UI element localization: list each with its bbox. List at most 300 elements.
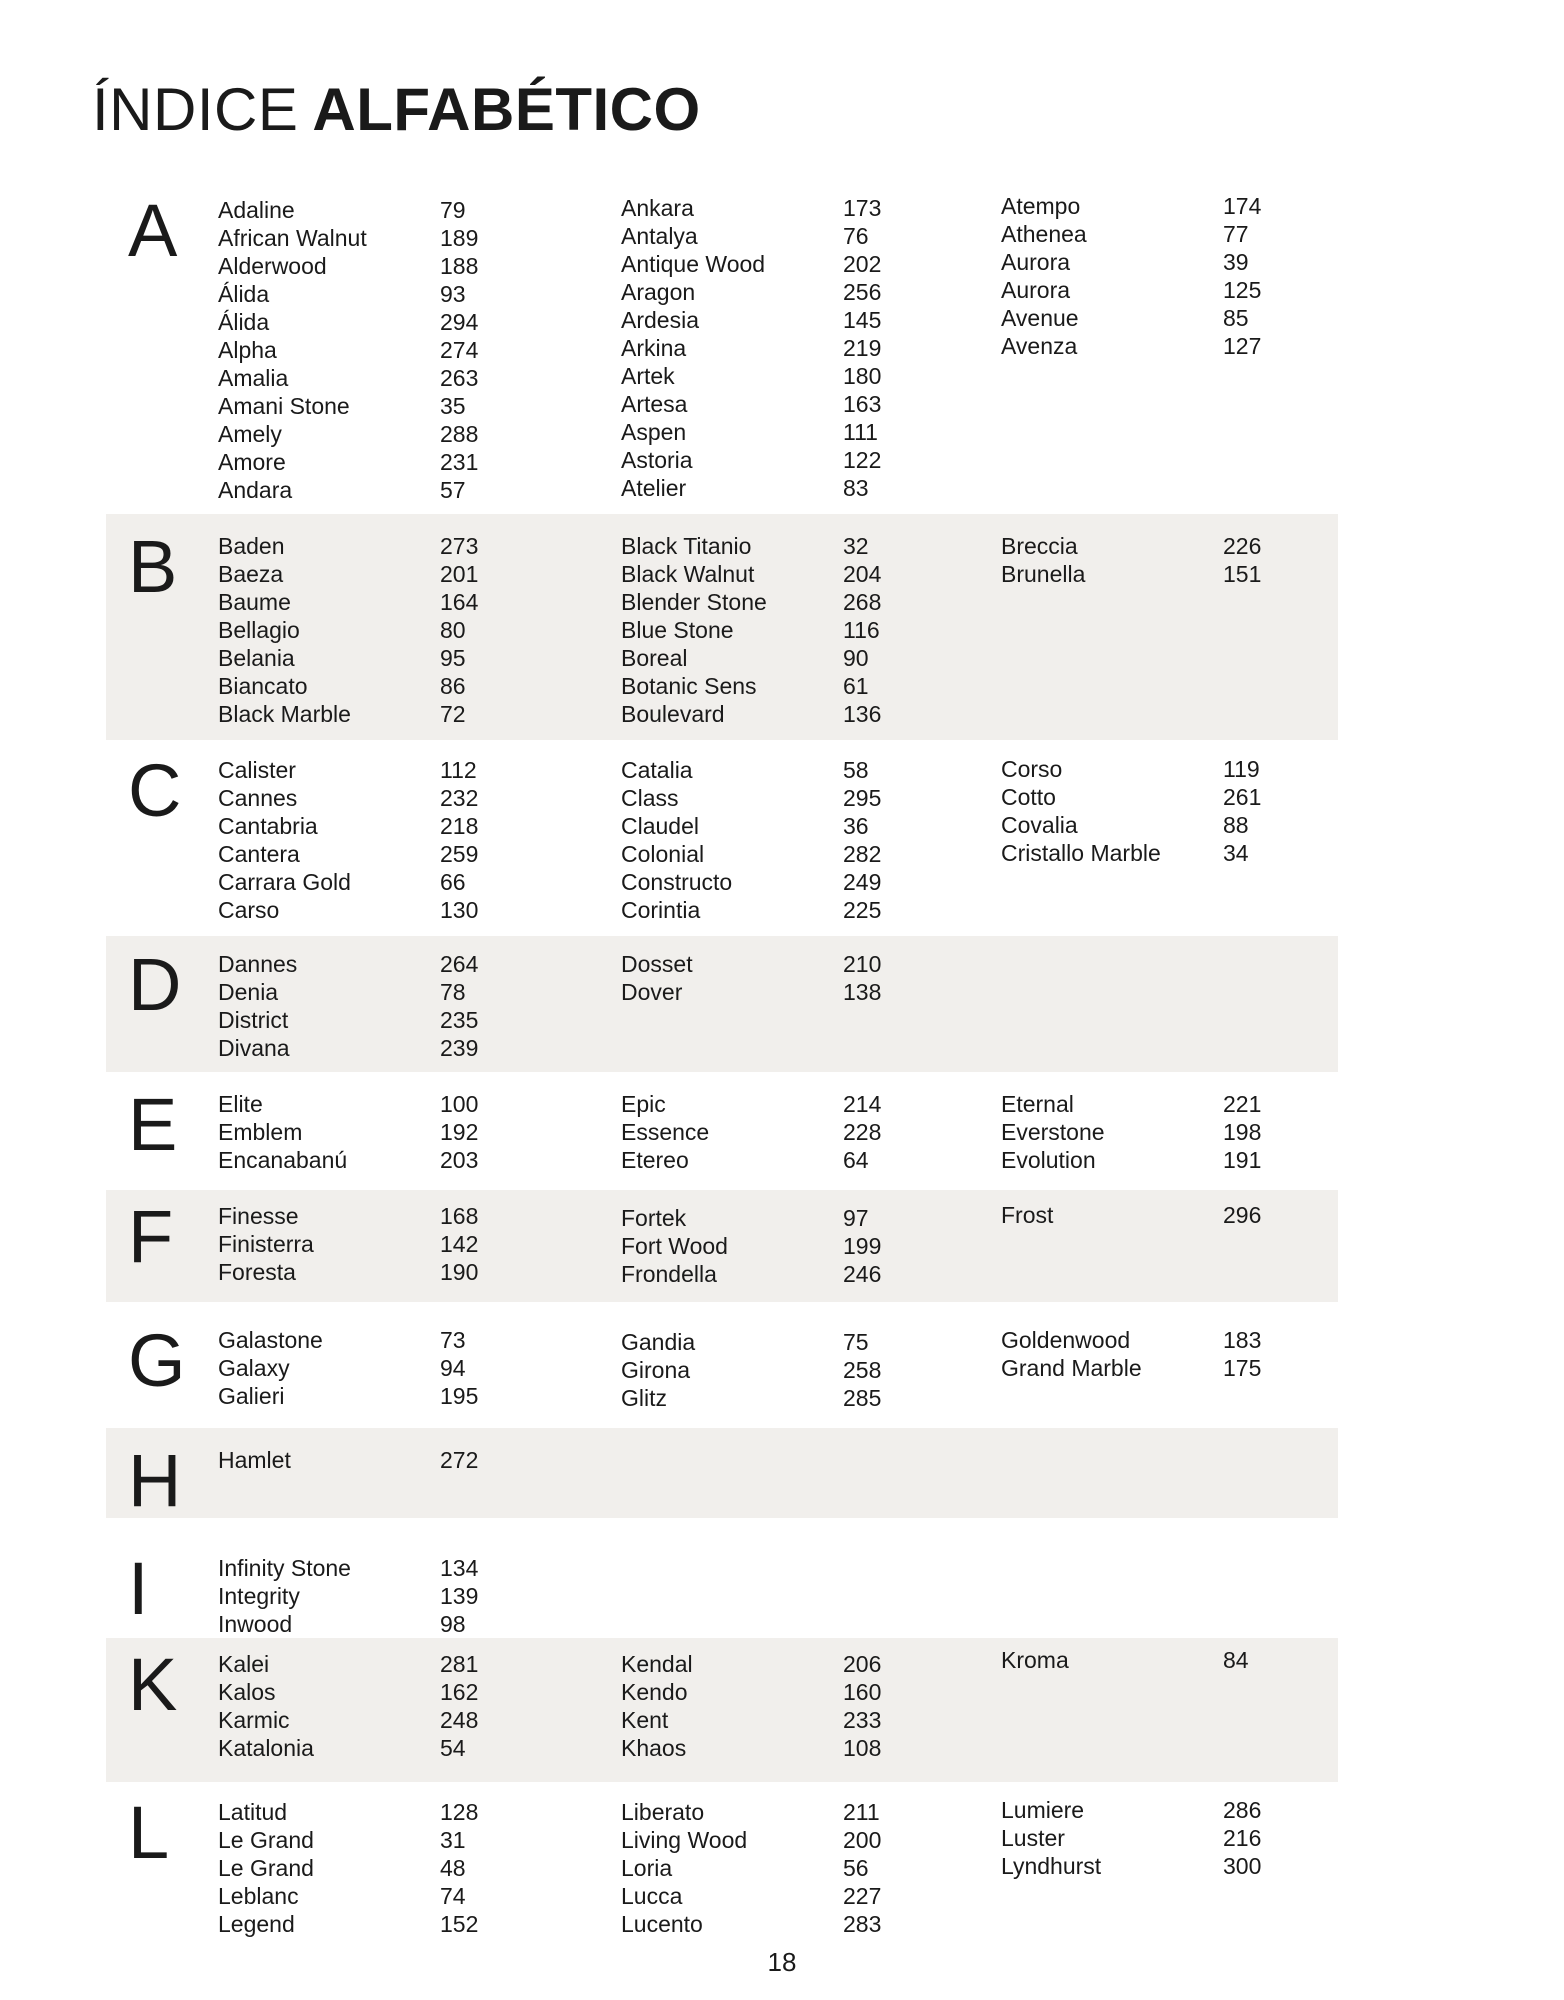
entry-page: 134 [440,1555,479,1581]
entry-name: Black Titanio [621,533,752,559]
index-entry [218,812,621,840]
index-entry [218,868,621,896]
index-section-a [106,184,1338,514]
entry-name: Girona [621,1357,691,1383]
entry-page: 56 [843,1855,869,1881]
entry-page: 83 [843,475,869,501]
index-entry [218,1650,621,1678]
index-column [1001,1638,1404,1674]
entry-name: Alpha [218,337,277,363]
entry-page: 61 [843,673,869,699]
entry-name: Ardesia [621,307,699,333]
index-column [1001,514,1404,588]
index-entry [1001,783,1404,811]
index-entry [621,1910,1001,1938]
index-entry [218,476,621,504]
entry-page: 226 [1223,533,1262,559]
title-bold: ALFABÉTICO [312,76,701,143]
index-column [218,740,621,924]
index-entry [1001,1824,1404,1852]
index-entry [621,1826,1001,1854]
entry-page: 249 [843,869,882,895]
entry-page: 84 [1223,1647,1249,1673]
entry-page: 173 [843,195,882,221]
entry-name: Dover [621,979,683,1005]
index-entry [218,1258,621,1286]
entry-page: 239 [440,1035,479,1061]
entry-page: 296 [1223,1202,1262,1228]
index-column [1001,1428,1404,1446]
index-entry [621,1204,1001,1232]
index-entry [218,700,621,728]
entry-page: 210 [843,951,882,977]
entry-name: Álida [218,281,270,307]
title-light: ÍNDICE [92,76,299,143]
entry-page: 214 [843,1091,882,1117]
entry-name: Hamlet [218,1447,291,1473]
entry-name: Class [621,785,679,811]
entry-name: Blender Stone [621,589,767,615]
index-entry [218,950,621,978]
index-section-c [106,740,1338,936]
entry-page: 151 [1223,561,1262,587]
entry-page: 100 [440,1091,479,1117]
index-entry [1001,1201,1404,1229]
index-entry [621,1146,1001,1174]
section-letter: H [128,1439,182,1522]
entry-page: 145 [843,307,882,333]
entry-page: 98 [440,1611,466,1637]
entry-name: African Walnut [218,225,367,251]
index-entry [621,950,1001,978]
index-entry [218,1826,621,1854]
index-entry [1001,1852,1404,1880]
index-entry [621,1798,1001,1826]
entry-name: Finesse [218,1203,299,1229]
index-entry [1001,755,1404,783]
entry-name: Carrara Gold [218,869,351,895]
entry-name: Gandia [621,1329,696,1355]
index-column [1001,184,1404,360]
entry-name: Loria [621,1855,673,1881]
index-entry [218,1034,621,1062]
entry-name: Finisterra [218,1231,314,1257]
index-entry [218,784,621,812]
entry-page: 273 [440,533,479,559]
index-entry [1001,1326,1404,1354]
index-entry [621,1356,1001,1384]
entry-name: Etereo [621,1147,689,1173]
entry-page: 77 [1223,221,1249,247]
entry-name: Fortek [621,1205,687,1231]
entry-name: Amely [218,421,282,447]
entry-name: Integrity [218,1583,300,1609]
entry-name: Emblem [218,1119,303,1145]
entry-name: Artek [621,363,675,389]
entry-name: Goldenwood [1001,1327,1131,1353]
entry-page: 285 [843,1385,882,1411]
index-column [621,740,1001,924]
entry-name: Evolution [1001,1147,1096,1173]
entry-name: Lyndhurst [1001,1853,1102,1879]
index-entry [621,474,1001,502]
entry-page: 198 [1223,1119,1262,1145]
entry-name: Arkina [621,335,687,361]
index-entry [218,616,621,644]
entry-name: Baeza [218,561,284,587]
entry-name: Foresta [218,1259,296,1285]
entry-name: Colonial [621,841,705,867]
index-entry [1001,1118,1404,1146]
index-entry [218,896,621,924]
entry-page: 259 [440,841,479,867]
entry-page: 199 [843,1233,882,1259]
index-entry [218,336,621,364]
index-entry [218,560,621,588]
index-section-k [106,1638,1338,1782]
entry-name: Inwood [218,1611,293,1637]
index-column [1001,1302,1404,1382]
entry-page: 64 [843,1147,869,1173]
entry-name: Álida [218,309,270,335]
index-entry [1001,839,1404,867]
entry-name: Cotto [1001,784,1056,810]
index-section-i [106,1518,1338,1638]
entry-name: Epic [621,1091,666,1117]
index-entry [218,224,621,252]
index-entry [218,1554,621,1582]
entry-page: 66 [440,869,466,895]
entry-name: Black Walnut [621,561,755,587]
index-entry [1001,1146,1404,1174]
entry-page: 246 [843,1261,882,1287]
entry-page: 281 [440,1651,479,1677]
index-entry [621,250,1001,278]
entry-page: 112 [440,757,477,783]
index-section-h [106,1428,1338,1522]
entry-page: 192 [440,1119,479,1145]
entry-name: Andara [218,477,293,503]
index-column [218,184,621,504]
entry-name: Katalonia [218,1735,314,1761]
index-column [218,936,621,1062]
entry-name: Amore [218,449,286,475]
entry-page: 189 [440,225,479,251]
entry-page: 164 [440,589,479,615]
entry-name: Antique Wood [621,251,766,277]
entry-page: 116 [843,617,880,643]
entry-page: 225 [843,897,882,923]
index-entry [218,588,621,616]
page-title [92,72,701,148]
entry-page: 108 [843,1735,882,1761]
entry-name: Athenea [1001,221,1087,247]
index-entry [621,1384,1001,1412]
section-letter: B [128,525,178,608]
entry-page: 235 [440,1007,479,1033]
index-entry [1001,1646,1404,1674]
entry-page: 128 [440,1799,479,1825]
entry-name: Latitud [218,1799,288,1825]
entry-page: 183 [1223,1327,1262,1353]
index-section-l [106,1782,1338,1942]
entry-page: 188 [440,253,479,279]
index-entry [218,1326,621,1354]
entry-page: 97 [843,1205,869,1231]
index-entry [621,1882,1001,1910]
index-entry [218,1146,621,1174]
entry-name: Luster [1001,1825,1065,1851]
entry-page: 201 [440,561,479,587]
section-letter: K [128,1643,178,1726]
index-entry [218,448,621,476]
index-entry [621,812,1001,840]
index-entry [1001,304,1404,332]
index-entry [218,1854,621,1882]
entry-name: Black Marble [218,701,351,727]
entry-page: 231 [440,449,479,475]
entry-page: 283 [843,1911,882,1937]
index-entry [621,1854,1001,1882]
entry-page: 295 [843,785,882,811]
entry-name: Catalia [621,757,693,783]
entry-page: 175 [1223,1355,1262,1381]
entry-page: 263 [440,365,479,391]
index-entry [621,418,1001,446]
index-entry [621,672,1001,700]
entry-name: Blue Stone [621,617,734,643]
entry-name: Infinity Stone [218,1555,351,1581]
index-column [621,1072,1001,1174]
section-letter: E [128,1083,178,1166]
index-entry [218,1706,621,1734]
index-entry [621,1260,1001,1288]
entry-page: 72 [440,701,466,727]
entry-page: 88 [1223,812,1249,838]
index-entry [1001,811,1404,839]
index-entry [218,1202,621,1230]
entry-page: 34 [1223,840,1249,866]
entry-name: Fort Wood [621,1233,728,1259]
entry-page: 73 [440,1327,466,1353]
entry-page: 268 [843,589,882,615]
index-entry [218,1582,621,1610]
index-column [218,1782,621,1938]
index-entry [621,644,1001,672]
entry-page: 174 [1223,193,1262,219]
index-column [218,514,621,728]
entry-name: Biancato [218,673,308,699]
entry-name: Cristallo Marble [1001,840,1161,866]
entry-page: 36 [843,813,869,839]
entry-page: 57 [440,477,466,503]
index-entry [1001,332,1404,360]
entry-page: 190 [440,1259,479,1285]
index-section-e [106,1072,1338,1190]
entry-page: 218 [440,813,479,839]
entry-name: Corso [1001,756,1063,782]
entry-name: Breccia [1001,533,1078,559]
entry-name: Frondella [621,1261,717,1287]
index-column [621,1302,1001,1412]
index-column [218,1518,621,1638]
index-entry [1001,248,1404,276]
entry-page: 142 [440,1231,479,1257]
entry-name: Kendo [621,1679,688,1705]
entry-name: Dannes [218,951,298,977]
index-entry [1001,532,1404,560]
entry-name: Cannes [218,785,298,811]
index-column [218,1428,621,1474]
index-entry [218,978,621,1006]
index-entry [218,1354,621,1382]
entry-name: Lumiere [1001,1797,1085,1823]
entry-name: Le Grand [218,1855,314,1881]
index-entry [621,532,1001,560]
entry-page: 163 [843,391,882,417]
entry-page: 233 [843,1707,882,1733]
index-entry [621,1678,1001,1706]
entry-page: 258 [843,1357,882,1383]
entry-name: Antalya [621,223,698,249]
index-column [1001,1782,1404,1880]
index-column [218,1072,621,1174]
index-entry [218,644,621,672]
index-column [218,1638,621,1762]
entry-page: 286 [1223,1797,1262,1823]
entry-page: 227 [843,1883,882,1909]
index-entry [1001,276,1404,304]
entry-page: 127 [1223,333,1262,359]
entry-name: Eternal [1001,1091,1074,1117]
index-column [621,1518,1001,1554]
entry-page: 130 [440,897,479,923]
entry-name: Legend [218,1911,295,1937]
entry-page: 261 [1223,784,1262,810]
index-column [621,184,1001,502]
entry-name: Boreal [621,645,688,671]
entry-name: Khaos [621,1735,687,1761]
entry-name: Essence [621,1119,710,1145]
index-entry [218,1090,621,1118]
index-entry [621,1734,1001,1762]
index-column [1001,740,1404,867]
section-letter: G [128,1319,186,1402]
entry-page: 125 [1223,277,1262,303]
entry-name: Kroma [1001,1647,1069,1673]
entry-page: 76 [843,223,869,249]
entry-name: Le Grand [218,1827,314,1853]
entry-name: Kalei [218,1651,270,1677]
entry-name: Amalia [218,365,289,391]
index-entry [621,1328,1001,1356]
entry-page: 138 [843,979,882,1005]
index-entry [621,1232,1001,1260]
entry-page: 294 [440,309,479,335]
index-entry [621,700,1001,728]
index-section-f [106,1190,1338,1302]
index-entry [621,868,1001,896]
entry-page: 39 [1223,249,1249,275]
section-letter: A [128,189,178,272]
entry-name: Artesa [621,391,688,417]
index-entry [218,1118,621,1146]
entry-page: 95 [440,645,466,671]
entry-page: 191 [1223,1147,1262,1173]
index-entry [218,840,621,868]
entry-page: 248 [440,1707,479,1733]
index-column [621,1782,1001,1938]
entry-name: Cantera [218,841,300,867]
entry-page: 204 [843,561,882,587]
entry-page: 119 [1223,756,1260,782]
index-entry [218,672,621,700]
entry-page: 111 [843,419,878,445]
entry-name: Galaxy [218,1355,290,1381]
index-column [1001,936,1404,950]
entry-page: 136 [843,701,882,727]
entry-page: 216 [1223,1825,1262,1851]
entry-page: 200 [843,1827,882,1853]
entry-name: Belania [218,645,295,671]
index-entry [218,1382,621,1410]
entry-page: 32 [843,533,869,559]
entry-page: 168 [440,1203,479,1229]
entry-name: Kalos [218,1679,276,1705]
index-column [1001,1190,1404,1229]
entry-page: 219 [843,335,882,361]
entry-page: 195 [440,1383,479,1409]
index-entry [218,1678,621,1706]
index-entry [218,364,621,392]
entry-name: Cantabria [218,813,318,839]
index-column [621,514,1001,728]
index-entry [1001,1796,1404,1824]
entry-page: 221 [1223,1091,1262,1117]
entry-name: Divana [218,1035,290,1061]
entry-page: 228 [843,1119,882,1145]
index-entry [621,1118,1001,1146]
index-column [621,1638,1001,1762]
entry-name: Elite [218,1091,263,1117]
entry-name: Galastone [218,1327,323,1353]
entry-page: 274 [440,337,479,363]
entry-name: Baume [218,589,291,615]
entry-page: 79 [440,197,466,223]
entry-page: 160 [843,1679,882,1705]
entry-name: Botanic Sens [621,673,757,699]
index-entry [218,1882,621,1910]
index-column [218,1190,621,1286]
index-column [1001,1072,1404,1174]
entry-name: Denia [218,979,279,1005]
entry-page: 300 [1223,1853,1262,1879]
index-entry [1001,560,1404,588]
entry-name: Lucento [621,1911,703,1937]
index-entry [218,280,621,308]
entry-page: 31 [440,1827,466,1853]
index-entry [621,194,1001,222]
entry-name: Ankara [621,195,694,221]
entry-name: Avenza [1001,333,1078,359]
entry-name: Kendal [621,1651,693,1677]
index-entry [621,560,1001,588]
section-letter: L [128,1791,170,1874]
entry-page: 139 [440,1583,479,1609]
entry-name: Brunella [1001,561,1086,587]
entry-page: 288 [440,421,479,447]
entry-page: 90 [843,645,869,671]
